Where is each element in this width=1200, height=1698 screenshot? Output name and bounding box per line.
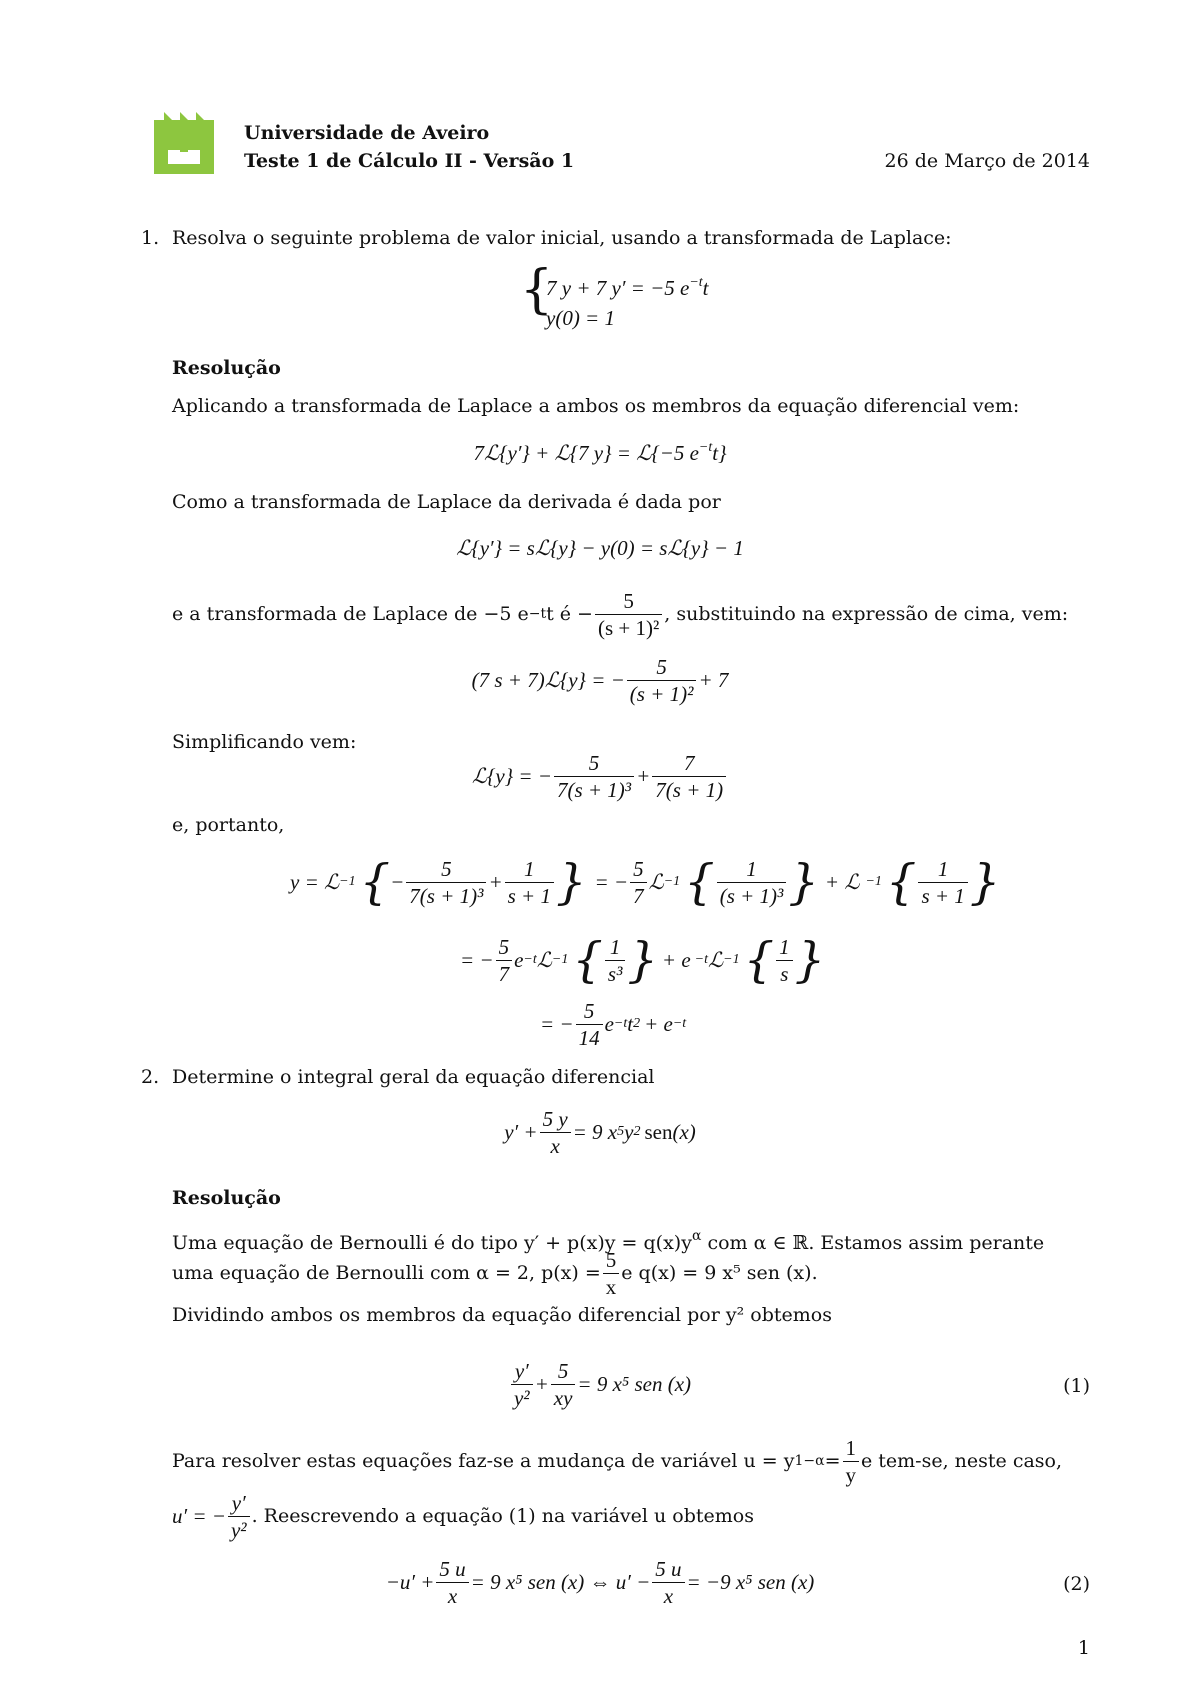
question-1-number: 1. bbox=[141, 227, 160, 249]
q1-paragraph-1: Aplicando a transformada de Laplace a ambos os membros da equação diferencial vem: bbox=[172, 395, 1020, 417]
ivp-equation: 7 y + 7 y′ = −5 $e^{-t}t$ bbox=[546, 275, 709, 300]
logo-icon bbox=[150, 112, 218, 180]
university-logo bbox=[150, 112, 218, 180]
inverse-laplace-line-1: y = ℒ −1 { − $\frac{5}{\text{7(s + 1)³}}$ + $\frac{1}{s + 1}$ } = − $\frac{5}{7}$ ℒ −1 { $\frac{1}{\text{(s + 1)³}}$ } + ℒ −1 { $\frac{1}{s + 1}$ } bbox=[290, 854, 1001, 910]
bernoulli-equation: y′ + $\frac{5 y}{x}$ = 9 x 5 y 2 sen (x) bbox=[504, 1106, 696, 1158]
q1-paragraph-2: Como a transformada de Laplace da derivada é dada por bbox=[172, 491, 721, 513]
inverse-laplace-line-3: = − $\frac{5}{14}$ e −t t 2 + e −t bbox=[540, 998, 687, 1050]
university-name: Universidade de Aveiro bbox=[244, 122, 490, 144]
equation-1-label: (1) bbox=[1063, 1375, 1090, 1397]
ivp-initial-condition: y(0) = 1 bbox=[546, 306, 615, 330]
simplified-equation: ℒ{y} = − $\frac{5}{\text{7(s + 1)³}}$ + $\frac{7}{7(s + 1)}$ bbox=[0, 748, 1200, 804]
q1-paragraph-4: Simplificando vem: bbox=[172, 731, 357, 753]
test-date: 26 de Março de 2014 bbox=[884, 150, 1090, 172]
q2-paragraph-4: Para resolver estas equações faz-se a mudança de variável u = y 1−α = $\frac{1}{y}$ e tem-se, neste caso, bbox=[172, 1435, 1063, 1487]
q1-paragraph-3: e a transformada de Laplace de −5 e −t t é − $\frac{5}{\text{(s + 1)²}}$ , substituindo na expressão de cima, vem: bbox=[172, 588, 1069, 640]
resolution-heading-1: Resolução bbox=[172, 357, 281, 379]
question-1-prompt: Resolva o seguinte problema de valor inicial, usando a transformada de Laplace: bbox=[172, 227, 952, 249]
equation-2-label: (2) bbox=[1063, 1573, 1090, 1595]
q2-paragraph-5: u′ = − $\frac{y'}{\text{y²}}$ . Reescrevendo a equação (1) na variável u obtemos bbox=[172, 1490, 754, 1542]
equation-2: −u′ + $\frac{5 u}{x}$ = 9 x⁵ sen (x) ⇔ u′ − $\frac{5 u}{x}$ = −9 x⁵ sen (x) bbox=[385, 1556, 815, 1608]
q1-paragraph-5: e, portanto, bbox=[172, 814, 285, 836]
test-title: Teste 1 de Cálculo II - Versão 1 bbox=[244, 150, 575, 172]
page-number: 1 bbox=[1077, 1637, 1090, 1659]
resolution-heading-2: Resolução bbox=[172, 1187, 281, 1209]
laplace-derivative-formula: ℒ{y′} = sℒ{y} − y(0) = sℒ{y} − 1 bbox=[456, 536, 744, 560]
question-2-prompt: Determine o integral geral da equação diferencial bbox=[172, 1066, 655, 1088]
inverse-laplace-line-2: = − $\frac{5}{7}$ e −t ℒ −1 { $\frac{1}{\text{s³}}$ } + e −t ℒ −1 { $\frac{1}{s}$ } bbox=[460, 932, 826, 988]
laplace-equation-1: 7ℒ{y′} + ℒ{7 y} = ℒ{−5 $e^{-t}t$} bbox=[473, 440, 727, 465]
equation-1: $\frac{y'}{\text{y²}}$ + $\frac{5}{xy}$ = 9 x⁵ sen (x) bbox=[0, 1352, 1200, 1416]
q2-paragraph-3: Dividindo ambos os membros da equação diferencial por y² obtemos bbox=[172, 1304, 832, 1326]
transformed-equation: (7 s + 7)ℒ{y} = − $\frac{5}{\text{(s + 1)²}}$ + 7 bbox=[471, 654, 729, 706]
q2-paragraph-2: uma equação de Bernoulli com α = 2, p(x) = $\frac{5}{x}$ e q(x) = 9 x⁵ sen (x). bbox=[172, 1247, 818, 1299]
question-2-number: 2. bbox=[141, 1066, 160, 1088]
q2-paragraph-1: Uma equação de Bernoulli é do tipo $y' + p(x)y = q(x)y^\alpha$ com α ∈ ℝ. Estamos assim perante bbox=[172, 1228, 1045, 1254]
